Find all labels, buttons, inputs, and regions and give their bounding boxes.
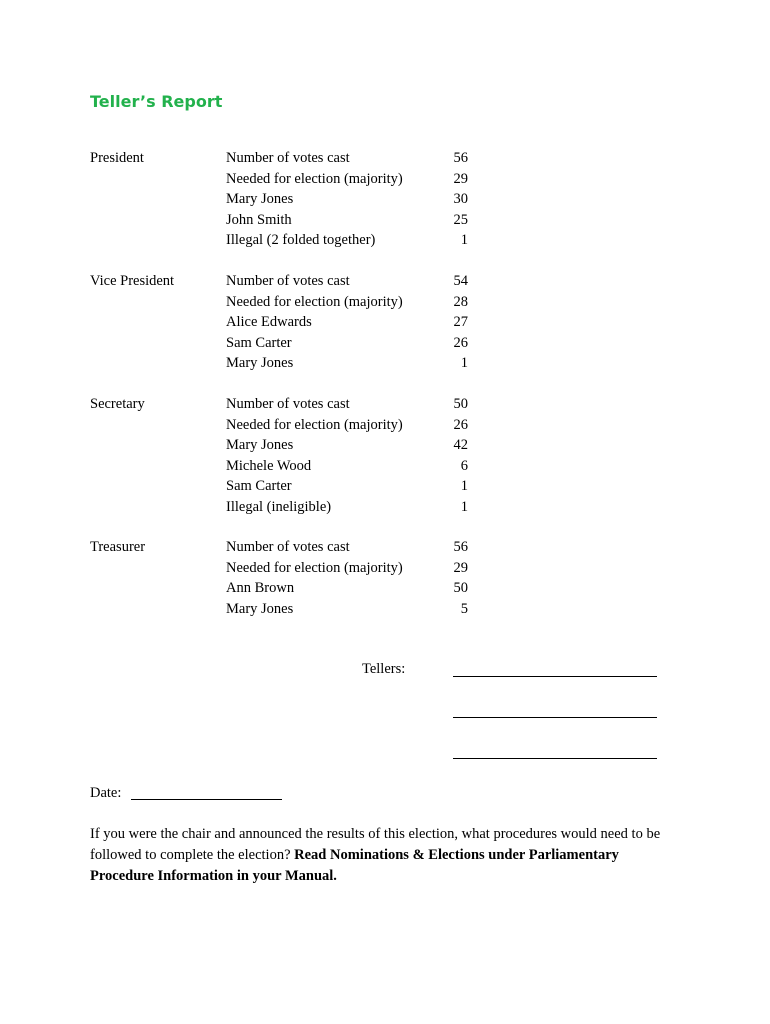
row-label: Illegal (2 folded together): [226, 232, 376, 248]
row-label: Michele Wood: [226, 457, 312, 474]
row-label: Sam Carter: [226, 334, 292, 351]
instruction-reference: Read Nominations & Elections under Parliamentary Procedure Information in your Manual.: [90, 847, 619, 884]
row-label: Needed for election (majority): [226, 170, 403, 187]
tally-row: [226, 458, 468, 478]
tally-row: [226, 478, 468, 498]
row-label: Needed for election (majority): [226, 416, 403, 433]
teller-signature-line[interactable]: [453, 717, 657, 718]
tally-row: [226, 355, 468, 375]
row-label: Illegal (ineligible): [226, 498, 332, 515]
instruction-text: If you were the chair and announced the results of this election, what procedures would need to be followed to complete the election?: [90, 826, 661, 863]
row-value: 56: [453, 539, 468, 555]
row-label: Number of votes cast: [226, 150, 350, 166]
row-label: Mary Jones: [226, 191, 294, 207]
row-value: 25: [453, 211, 468, 228]
office-label: President: [90, 150, 144, 166]
row-value: 1: [460, 232, 468, 248]
row-label: Mary Jones: [226, 600, 294, 617]
row-label: John Smith: [226, 211, 292, 228]
tally-row: [226, 560, 468, 580]
row-value: 30: [453, 191, 468, 207]
tellers-label: Tellers:: [362, 661, 406, 677]
tally-row: [226, 335, 468, 355]
tally-row: [226, 417, 468, 437]
row-value: 26: [453, 416, 468, 433]
row-value: 1: [460, 498, 468, 515]
row-value: 50: [453, 396, 468, 412]
tally-row: [226, 273, 468, 293]
tally-row: [226, 212, 468, 232]
tally-row: [226, 601, 468, 621]
row-value: 5: [460, 600, 468, 617]
row-value: 29: [453, 559, 468, 576]
instruction-paragraph: [90, 824, 680, 887]
row-label: Number of votes cast: [226, 396, 350, 412]
row-value: 56: [453, 150, 468, 166]
office-label: Vice President: [90, 273, 175, 289]
row-label: Sam Carter: [226, 478, 292, 494]
tally-row: [226, 437, 468, 457]
row-label: Mary Jones: [226, 437, 294, 453]
tally-row: [226, 580, 468, 600]
row-label: Needed for election (majority): [226, 559, 403, 576]
tally-row: [226, 396, 468, 416]
date-line[interactable]: [131, 799, 282, 800]
row-value: 54: [453, 273, 468, 289]
row-value: 29: [453, 170, 468, 187]
tally-row: [226, 314, 468, 334]
row-label: Alice Edwards: [226, 314, 312, 330]
row-value: 42: [453, 437, 468, 453]
row-value: 26: [453, 334, 468, 351]
row-value: 1: [460, 355, 468, 371]
row-value: 1: [460, 478, 468, 494]
row-label: Number of votes cast: [226, 273, 350, 289]
tally-row: [226, 191, 468, 211]
row-value: 28: [453, 293, 468, 310]
office-label: Secretary: [90, 396, 145, 412]
row-label: Number of votes cast: [226, 539, 350, 555]
teller-signature-line[interactable]: [453, 758, 657, 759]
row-value: 50: [453, 580, 468, 596]
teller-signature-line[interactable]: [453, 676, 657, 677]
row-label: Mary Jones: [226, 355, 294, 371]
row-label: Needed for election (majority): [226, 293, 403, 310]
row-value: 27: [453, 314, 468, 330]
row-label: Ann Brown: [226, 580, 295, 596]
tally-row: [226, 539, 468, 559]
tally-row: [226, 232, 468, 252]
tally-row: [226, 150, 468, 170]
tally-row: [226, 499, 468, 519]
report-title: Teller’s Report: [90, 92, 223, 111]
tally-row: [226, 171, 468, 191]
tally-row: [226, 294, 468, 314]
office-label: Treasurer: [90, 539, 146, 555]
row-value: 6: [460, 457, 468, 474]
date-label: Date:: [90, 785, 122, 801]
